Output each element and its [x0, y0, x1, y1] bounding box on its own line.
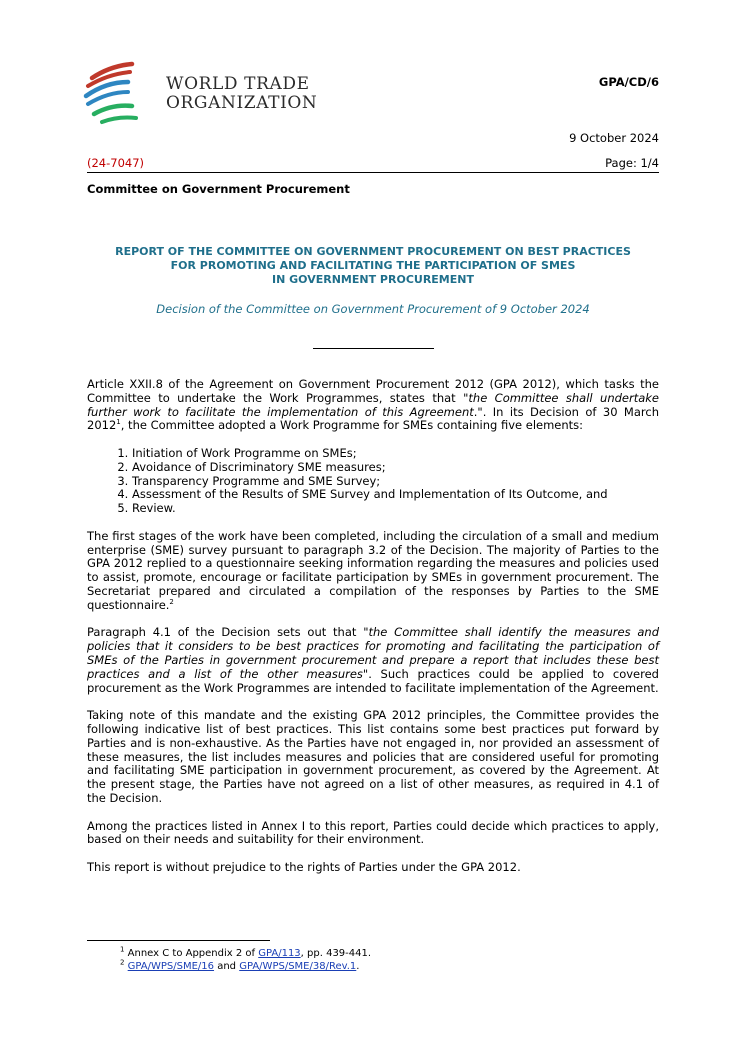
separator-rule: [313, 348, 434, 349]
list-item: 5. Review.: [132, 502, 659, 516]
footnote-ref-1[interactable]: 1: [116, 418, 121, 427]
list-item: 4. Assessment of the Results of SME Survey and Implementation of Its Outcome, and: [132, 488, 659, 502]
p3-text-b: ". Such practices could be applied to covered procurement as the Work Programmes are intended to facilitate implementation of the Agreement.: [87, 666, 659, 695]
paragraph-3: [87, 626, 659, 695]
p1-text-b: .". In its Decision of 30 March 2012: [87, 404, 659, 433]
footnote-1-text-b: , pp. 439-441.: [300, 948, 372, 959]
list-item: 1. Initiation of Work Programme on SMEs;: [132, 447, 659, 461]
paragraph-2: [87, 530, 659, 613]
paragraph-6: This report is without prejudice to the rights of Parties under the GPA 2012.: [87, 859, 521, 874]
footnote-2-text-end: .: [356, 961, 360, 972]
document-reference: (24-7047): [87, 156, 145, 170]
title-line-2: FOR PROMOTING AND FACILITATING THE PARTICIPATION OF SMES: [170, 259, 576, 272]
p1-quote: the Committee shall undertake further work to facilitate the implementation of this Agreement: [87, 390, 659, 419]
document-date: 9 October 2024: [569, 131, 659, 145]
footnote-2-text-mid: and: [214, 961, 240, 972]
committee-name: Committee on Government Procurement: [87, 182, 350, 196]
report-subtitle: Decision of the Committee on Government Procurement of 9 October 2024: [156, 302, 590, 316]
footnote-rule: [87, 940, 270, 941]
footnote-mark-1: 1: [120, 945, 125, 954]
page-number: Page: 1/4: [605, 156, 659, 170]
org-name-line-2: ORGANIZATION: [166, 93, 318, 113]
footnote-ref-2[interactable]: 2: [169, 597, 174, 606]
title-line-3: IN GOVERNMENT PROCUREMENT: [272, 273, 474, 286]
sme-16-link[interactable]: GPA/WPS/SME/16: [127, 961, 215, 972]
footnote-1: [120, 947, 371, 960]
report-title: [87, 245, 659, 287]
p3-text-a: Paragraph 4.1 of the Decision sets out that ": [87, 625, 369, 640]
footnote-2: [120, 960, 371, 973]
list-item: 3. Transparency Programme and SME Survey;: [132, 475, 659, 489]
org-name-line-1: WORLD TRADE: [166, 74, 310, 94]
document-body: [87, 378, 659, 888]
wto-logo-icon: [80, 58, 160, 134]
p1-text-a: Article XXII.8 of the Agreement on Government Procurement 2012 (GPA 2012), which tasks the Committee to undertake the Work Programmes, states that ": [87, 377, 659, 405]
reference-row: [87, 156, 659, 173]
organization-name: [166, 75, 317, 113]
paragraph-1: [87, 378, 659, 433]
document-symbol: GPA/CD/6: [598, 75, 659, 89]
paragraph-4: Taking note of this mandate and the existing GPA 2012 principles, the Committee provides the following indicative list of best practices. This list contains some best practices put forward by Parties and is non-exhaustive. As the Parties have not engaged in, nor provided an assessment of these measures, the list includes measures and policies that are considered useful for promoting and facilitating SME participation in government procurement, as covered by the Agreement. At the present stage, the Parties have not agreed on a list of other measures, as required in 4.1 of the Decision.: [87, 708, 659, 805]
work-programme-list: [87, 447, 659, 516]
list-item: 2. Avoidance of Discriminatory SME measures;: [132, 461, 659, 475]
gpa-113-link[interactable]: GPA/113: [258, 948, 301, 959]
p2-text: The first stages of the work have been completed, including the circulation of a small and medium enterprise (SME) survey pursuant to paragraph 3.2 of the Decision. The majority of Parties to the GPA 2012 replied to a questionnaire seeking information regarding the measures and policies used to assist, promote, encourage or facilitate participation by SMEs in government procurement. The Secretariat prepared and circulated a compilation of the responses by Parties to the SME questionnaire.: [87, 528, 659, 612]
paragraph-5: Among the practices listed in Annex I to this report, Parties could decide which practices to apply, based on their needs and suitability for their environment.: [87, 818, 659, 847]
footnotes: [120, 947, 371, 973]
sme-38-rev1-link[interactable]: GPA/WPS/SME/38/Rev.1: [239, 961, 357, 972]
footnote-1-text-a: Annex C to Appendix 2 of: [124, 948, 259, 959]
p1-text-c: , the Committee adopted a Work Programme for SMEs containing five elements:: [120, 418, 584, 433]
footnote-mark-2: 2: [120, 958, 125, 967]
p3-quote: the Committee shall identify the measures and policies that it considers to be best practices for promoting and facilitating the participation of SMEs of the Parties in government procurement and prepare a report that includes these best practices and a list of the other measures: [87, 625, 659, 681]
title-line-1: REPORT OF THE COMMITTEE ON GOVERNMENT PROCUREMENT ON BEST PRACTICES: [115, 245, 631, 258]
